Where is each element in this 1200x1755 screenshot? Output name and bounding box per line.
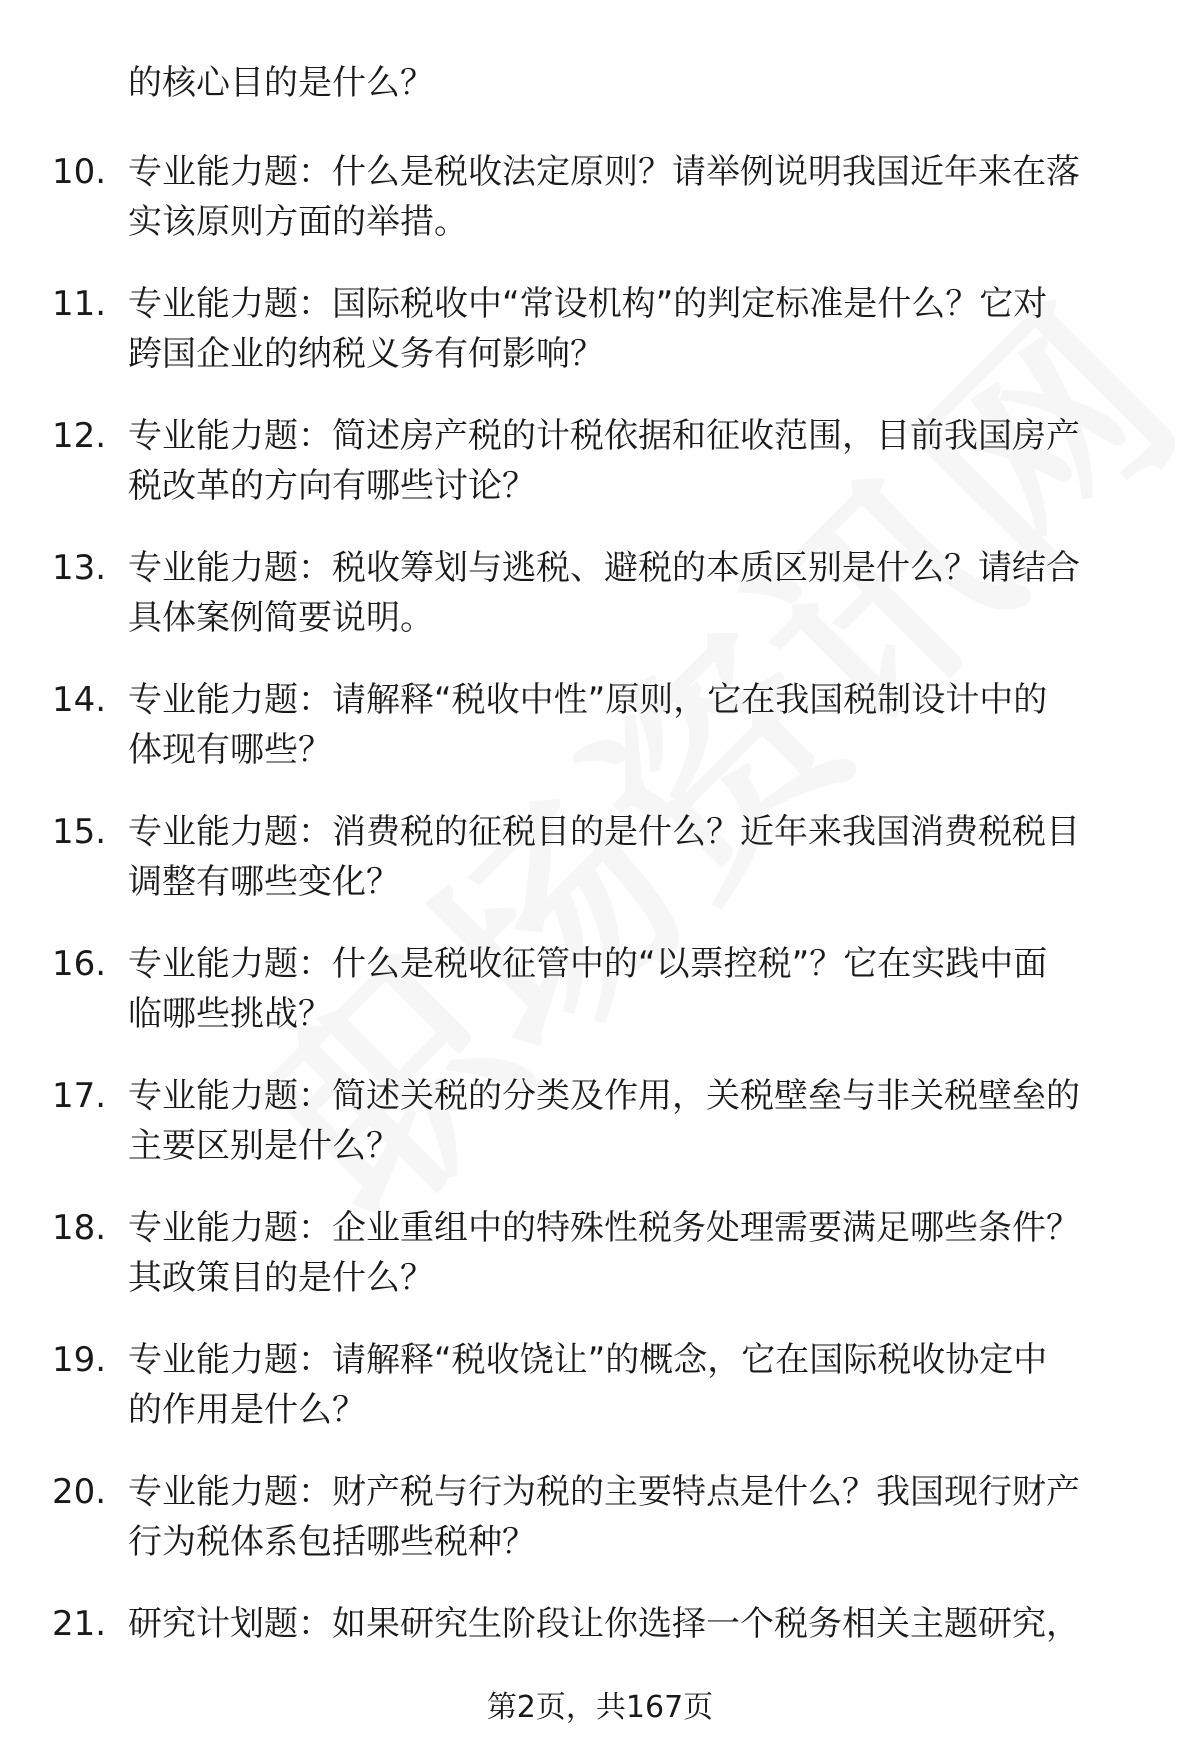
question-line: 专业能力题：简述房产税的计税依据和征收范围，目前我国房产 bbox=[128, 416, 1080, 456]
question-line: 专业能力题：什么是税收法定原则？请举例说明我国近年来在落 bbox=[128, 152, 1080, 192]
question-number: 14. bbox=[52, 680, 107, 720]
question-number: 21. bbox=[52, 1604, 107, 1644]
question-line: 实该原则方面的举措。 bbox=[128, 202, 468, 242]
question-number: 17. bbox=[52, 1076, 107, 1116]
question-text bbox=[128, 147, 1138, 247]
question-line: 体现有哪些？ bbox=[128, 730, 332, 770]
question-line: 专业能力题：企业重组中的特殊性税务处理需要满足哪些条件？ bbox=[128, 1208, 1080, 1248]
question-number: 15. bbox=[52, 812, 107, 852]
question-number: 11. bbox=[52, 284, 107, 324]
question-item bbox=[0, 279, 1200, 411]
question-text bbox=[128, 543, 1138, 643]
question-text bbox=[128, 807, 1138, 907]
question-number: 16. bbox=[52, 944, 107, 984]
question-number: 13. bbox=[52, 548, 107, 588]
question-item bbox=[0, 411, 1200, 543]
question-line: 专业能力题：财产税与行为税的主要特点是什么？我国现行财产 bbox=[128, 1472, 1080, 1512]
question-line: 其政策目的是什么？ bbox=[128, 1258, 434, 1298]
question-text bbox=[128, 279, 1138, 379]
question-text bbox=[128, 1467, 1138, 1567]
question-line: 调整有哪些变化？ bbox=[128, 862, 400, 902]
question-list bbox=[0, 147, 1200, 1731]
question-text bbox=[128, 939, 1138, 1039]
question-line: 的作用是什么？ bbox=[128, 1390, 366, 1430]
question-item bbox=[0, 939, 1200, 1071]
question-line: 专业能力题：请解释“税收中性”原则，它在我国税制设计中的 bbox=[128, 680, 1048, 720]
question-number: 19. bbox=[52, 1340, 107, 1380]
question-number: 12. bbox=[52, 416, 107, 456]
question-line: 专业能力题：国际税收中“常设机构”的判定标准是什么？它对 bbox=[128, 284, 1048, 324]
question-text bbox=[128, 1599, 1138, 1649]
question-line: 专业能力题：消费税的征税目的是什么？近年来我国消费税税目 bbox=[128, 812, 1080, 852]
question-line: 临哪些挑战？ bbox=[128, 994, 332, 1034]
question-text bbox=[128, 1335, 1138, 1435]
question-line: 主要区别是什么？ bbox=[128, 1126, 400, 1166]
question-text bbox=[128, 675, 1138, 775]
question-number: 10. bbox=[52, 152, 107, 192]
question-item bbox=[0, 1467, 1200, 1599]
question-line: 专业能力题：简述关税的分类及作用，关税壁垒与非关税壁垒的 bbox=[128, 1076, 1080, 1116]
continuation-line: 的核心目的是什么？ bbox=[128, 63, 434, 103]
question-item bbox=[0, 1335, 1200, 1467]
question-text bbox=[128, 1071, 1138, 1171]
question-line: 专业能力题：税收筹划与逃税、避税的本质区别是什么？请结合 bbox=[128, 548, 1080, 588]
question-line: 具体案例简要说明。 bbox=[128, 598, 434, 638]
question-line: 研究计划题：如果研究生阶段让你选择一个税务相关主题研究， bbox=[128, 1604, 1080, 1644]
question-item bbox=[0, 675, 1200, 807]
question-item bbox=[0, 147, 1200, 279]
question-item bbox=[0, 543, 1200, 675]
question-line: 专业能力题：什么是税收征管中的“以票控税”？它在实践中面 bbox=[128, 944, 1048, 984]
question-text bbox=[128, 1203, 1138, 1303]
question-line: 跨国企业的纳税义务有何影响？ bbox=[128, 334, 604, 374]
question-text bbox=[128, 411, 1138, 511]
question-item bbox=[0, 807, 1200, 939]
question-number: 20. bbox=[52, 1472, 107, 1512]
page-footer: 第2页，共167页 bbox=[486, 1690, 714, 1725]
question-item bbox=[0, 1071, 1200, 1203]
question-line: 行为税体系包括哪些税种？ bbox=[128, 1522, 536, 1562]
question-line: 税改革的方向有哪些讨论？ bbox=[128, 466, 536, 506]
question-line: 专业能力题：请解释“税收饶让”的概念，它在国际税收协定中 bbox=[128, 1340, 1048, 1380]
question-item bbox=[0, 1203, 1200, 1335]
question-number: 18. bbox=[52, 1208, 107, 1248]
